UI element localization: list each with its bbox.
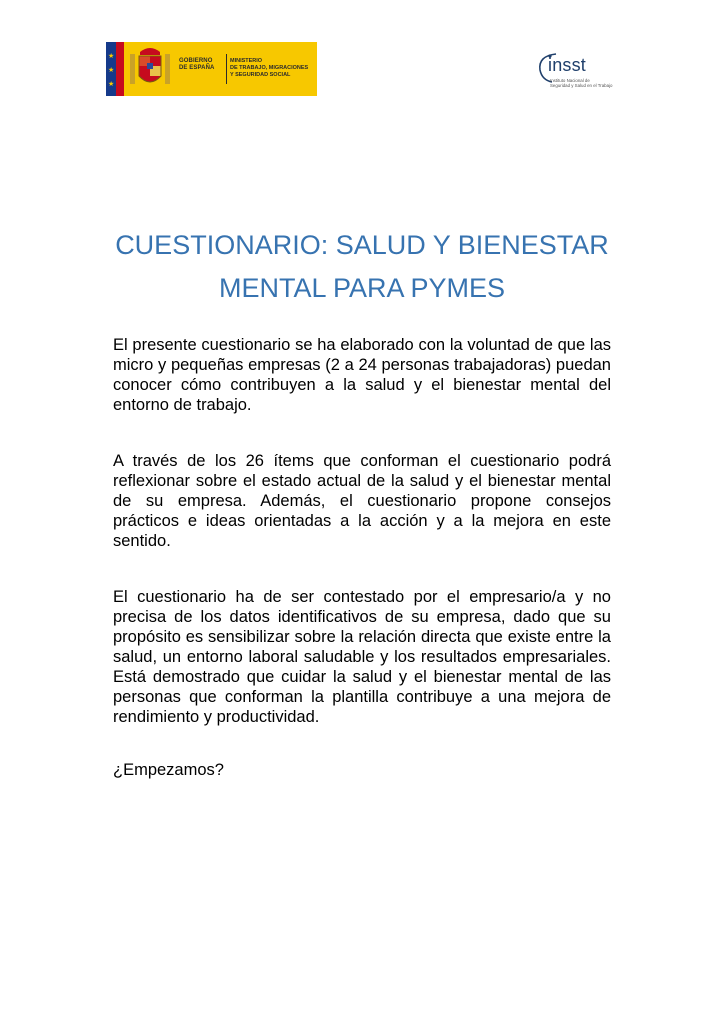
document-title: CUESTIONARIO: SALUD Y BIENESTAR MENTAL PARA PYMES	[115, 230, 609, 303]
start-question: ¿Empezamos?	[113, 761, 224, 779]
intro-paragraph-2: A través de los 26 ítems que conforman el cuestionario podrá reflexionar sobre el estado actual de la salud y el bienestar mental de su empresa. Además, el cuestionario propone consejos prácticos e ideas orientadas a la acción y a la mejora en este sentido.	[113, 452, 611, 550]
insst-sub-line-1: Instituto Nacional de	[550, 78, 590, 83]
intro-paragraph-1: El presente cuestionario se ha elaborado con la voluntad de que las micro y pequeñas empresas (2 a 24 personas trabajadoras) puedan conocer cómo contribuyen a la salud y el bienestar mental del entorno de trabajo.	[113, 336, 611, 414]
insst-wordmark: insst	[548, 55, 587, 75]
gov-logo-text	[179, 58, 223, 72]
ministry-line-1: MINISTERIO	[230, 58, 263, 64]
gobierno-espana-logo	[106, 42, 317, 96]
ministry-line-2: DE TRABAJO, MIGRACIONES	[230, 65, 309, 71]
intro-paragraph-3: El cuestionario ha de ser contestado por el empresario/a y no precisa de los datos identificativos de su empresa, dado que su propósito es sensibilizar sobre la relación directa que existe entre la salud, un entorno laboral saludable y los resultados empresariales. Está demostrado que cuidar la salud y el bienestar mental de las personas que conforman la plantilla contribuye a una mejora de rendimiento y productividad.	[113, 588, 611, 726]
ministry-text	[230, 58, 316, 79]
svg-text:★: ★	[108, 80, 115, 88]
eu-flag-strip	[106, 42, 116, 96]
ministry-line-3: Y SEGURIDAD SOCIAL	[230, 72, 291, 78]
spain-flag-strip	[116, 42, 124, 96]
gov-line-1: GOBIERNO	[179, 58, 213, 64]
insst-subtitle	[550, 78, 624, 88]
svg-text:★: ★	[108, 52, 115, 60]
insst-sub-line-2: Seguridad y Salud en el Trabajo	[550, 83, 613, 89]
svg-text:★: ★	[108, 66, 115, 74]
coat-of-arms-icon	[126, 46, 174, 92]
logo-divider	[226, 54, 227, 84]
insst-logo	[534, 50, 624, 92]
eu-stars-icon	[106, 42, 116, 96]
gov-line-2: DE ESPAÑA	[179, 65, 215, 71]
